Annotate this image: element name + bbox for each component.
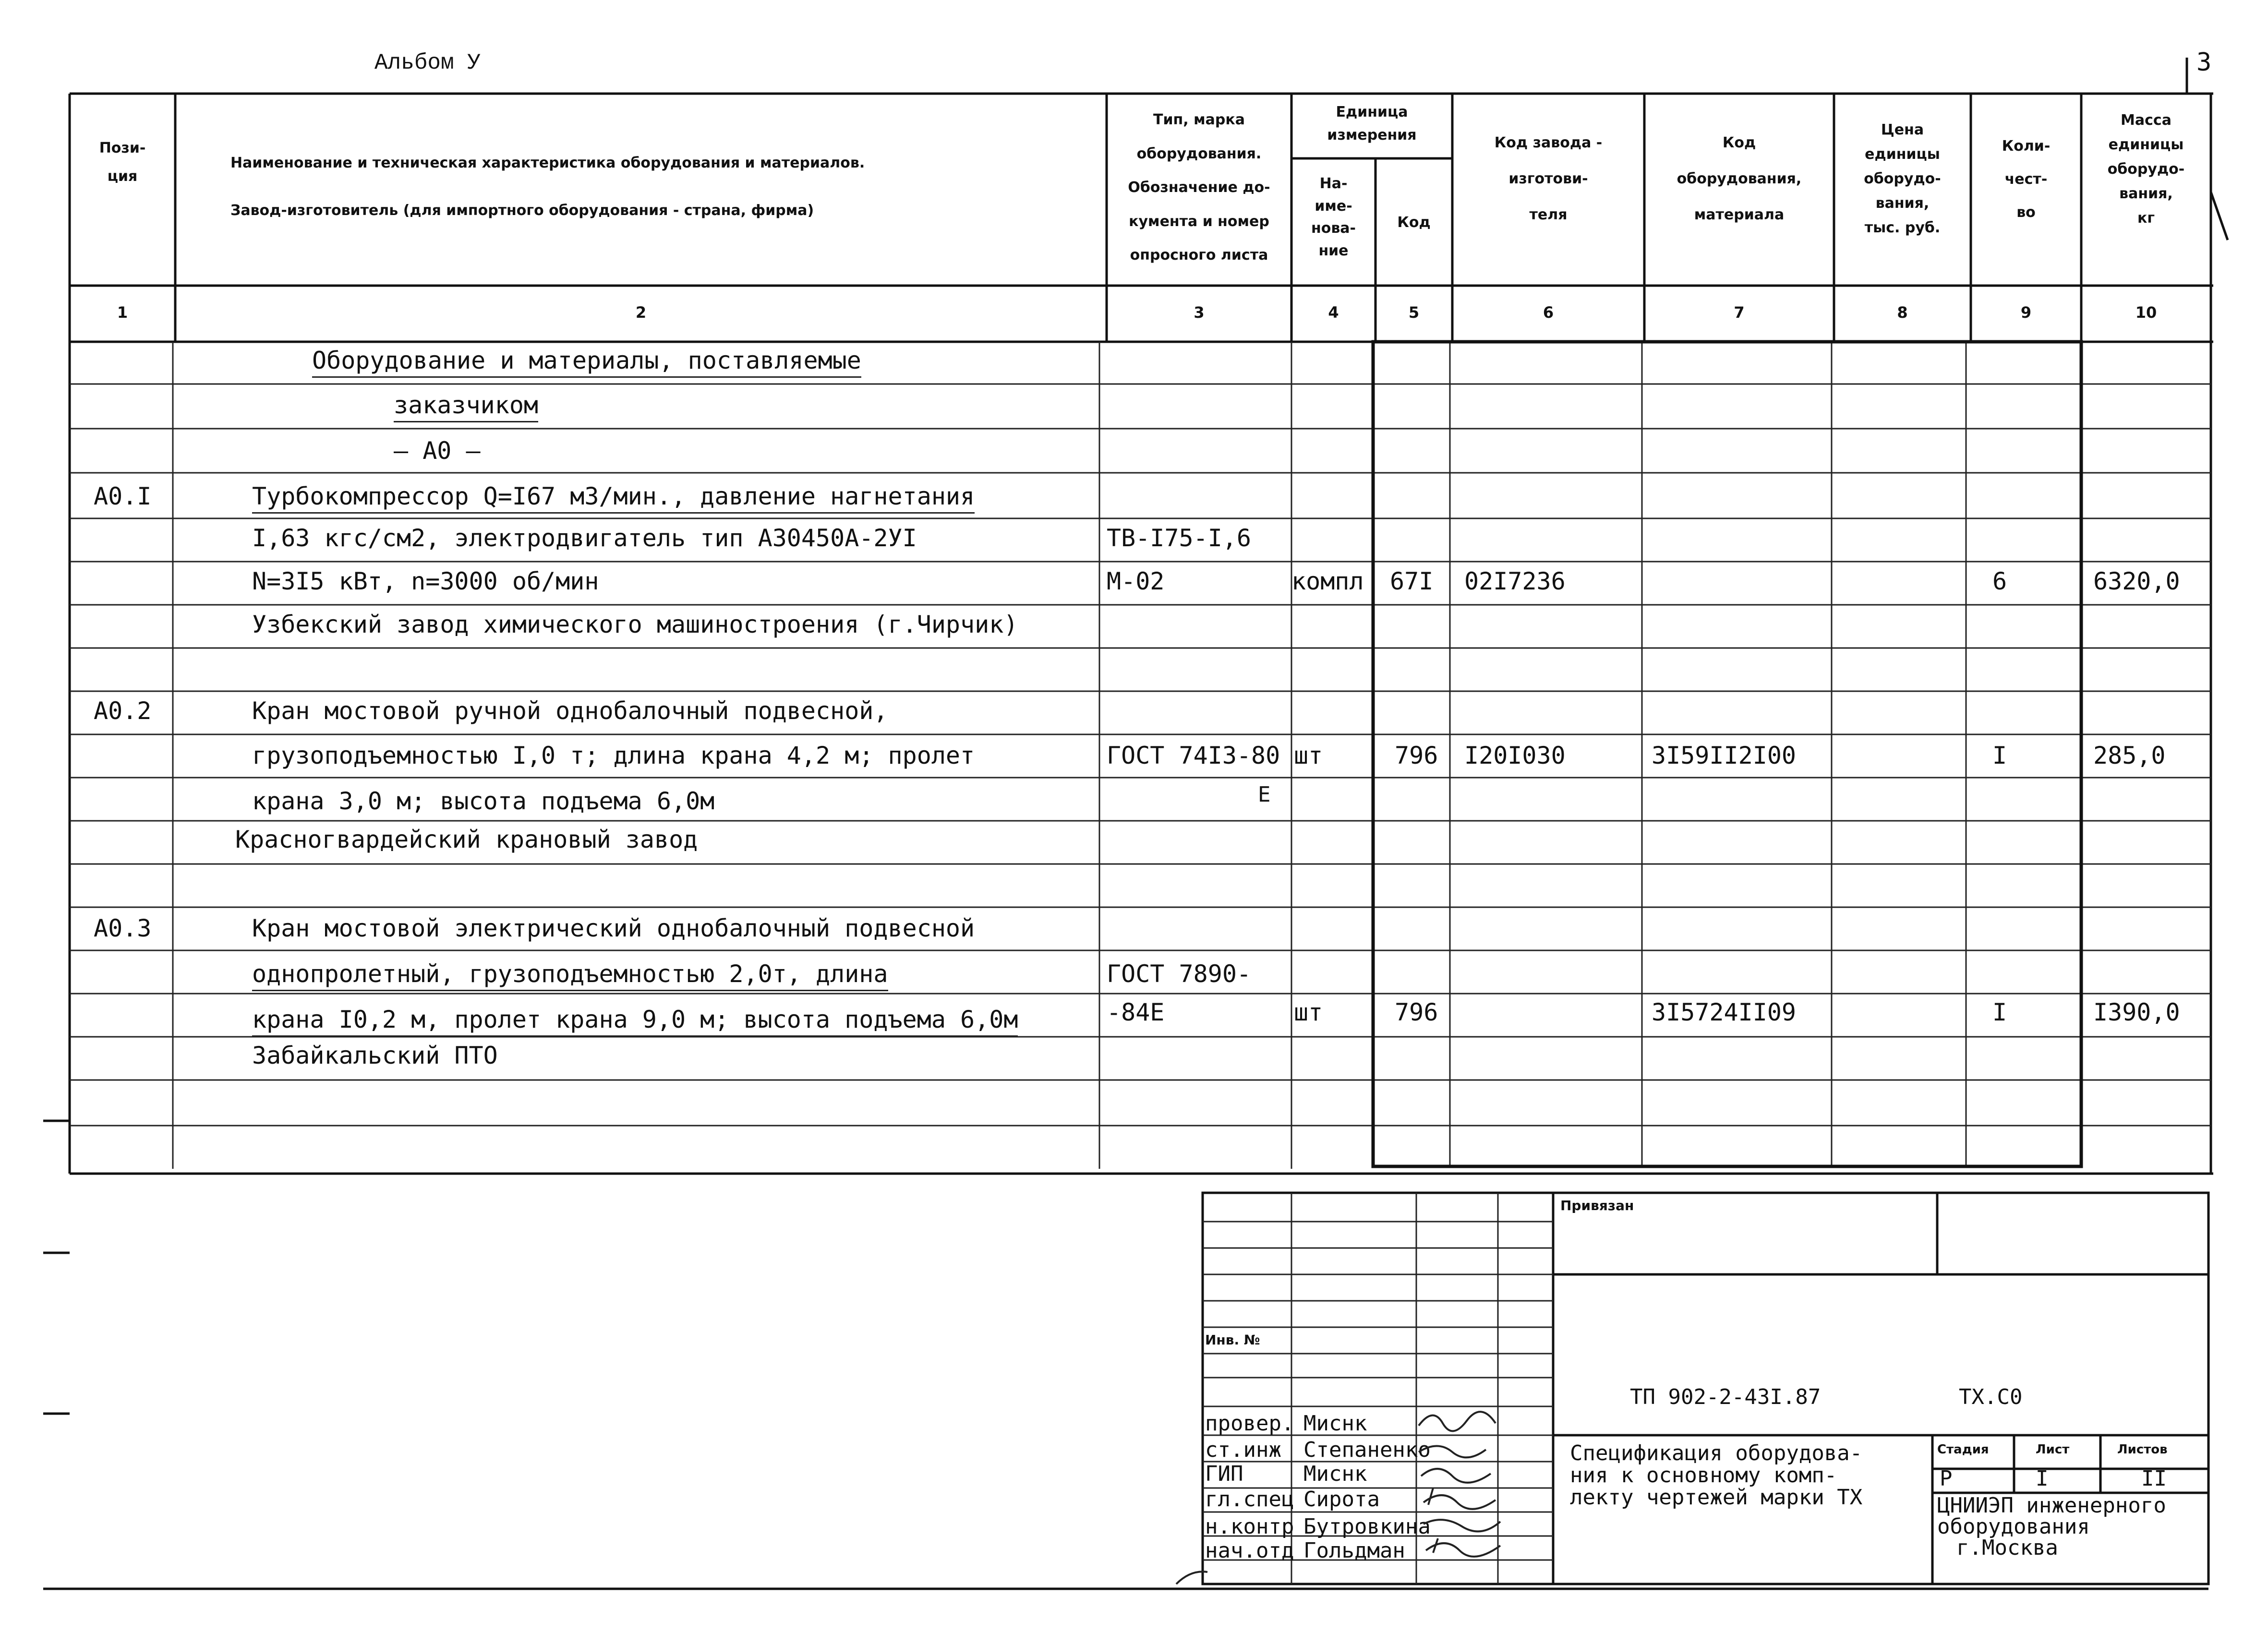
item-name: Забайкальский ПТО [252,1042,498,1069]
header-qty: Коли- чест- во [2002,138,2051,221]
mass-cell: 285,0 [2093,742,2166,769]
equip-code-cell: 3I5724II09 [1652,998,1797,1026]
header-unit-code: Код [1397,214,1431,231]
item-name: Красногвардейский крановый завод [235,826,698,853]
col-number: 5 [1408,303,1420,322]
item-name: Узбекский завод химического машиностроения (г.Чирчик) [252,611,1018,638]
sheets-value: II [2141,1466,2167,1491]
mass-cell: 6320,0 [2093,567,2180,595]
item-name: грузоподъемностью I,0 т; длина крана 4,2 м; пролет [252,742,975,769]
sheet-value: I [2036,1466,2049,1491]
header-maker-code: Код завода - изготови- теля [1494,134,1603,223]
signer-name: Сирота [1303,1487,1380,1512]
col-number: 6 [1543,303,1554,322]
organization: ЦНИИЭП инженерного оборудования г.Москва [1937,1493,2166,1560]
equip-code-cell: 3I59II2I00 [1652,742,1797,769]
signer-name: Гольдман [1303,1538,1405,1563]
maker-code-cell: I20I030 [1464,742,1566,769]
document-title: Спецификация оборудова- ния к основному комп- лекту чертежей марки ТХ [1570,1441,1863,1510]
type-cell: ТВ-I75-I,6 [1107,524,1252,552]
section-code: – А0 – [394,437,481,465]
col-number: 10 [2135,303,2157,322]
item-name: Турбокомпрессор Q=I67 м3/мин., давление нагнетания [252,482,975,514]
item-name: однопролетный, грузоподъемностью 2,0т, длина [252,960,888,991]
signer-name: Степаненко [1303,1438,1431,1462]
col-number: 2 [635,303,647,322]
maker-code-cell: 02I7236 [1464,567,1566,595]
document-mark: ТХ.С0 [1959,1385,2023,1409]
header-type: Тип, марка оборудования. Обозначение до- кумента и номер опросного листа [1128,111,1270,264]
item-name: крана I0,2 м, пролет крана 9,0 м; высота подъема 6,0м [252,1006,1018,1037]
signer-name: Миснк [1303,1462,1367,1486]
col-number: 8 [1897,303,1908,322]
unit-code-cell: 796 [1395,998,1438,1026]
qty-cell: I [1992,998,2007,1026]
item-name: Кран мостовой электрический однобалочный подвесной [252,914,975,942]
sheets-label: Листов [2117,1442,2168,1457]
item-name: Кран мостовой ручной однобалочный подвесной, [252,697,888,725]
sheet-corner-number: 3 [2196,48,2212,77]
section-subtitle: заказчиком [394,391,538,419]
section-title: Оборудование и материалы, поставляемые [312,347,861,374]
signer-name: Миснк [1303,1411,1367,1436]
type-cell: М-02 [1107,567,1165,595]
privyazan-label: Привязан [1560,1198,1634,1213]
header-mass: Масса единицы оборудо- вания, кг [2107,112,2185,227]
type-cell: -84Е [1107,998,1165,1026]
stage-label: Стадия [1937,1442,1989,1457]
unit-cell: шт [1294,998,1323,1026]
signature-marks [1414,1406,1510,1565]
col-number: 4 [1328,303,1339,322]
sheet-label: Лист [2036,1442,2070,1457]
document-code: ТП 902-2-43I.87 [1630,1385,1821,1409]
position-cell: А0.I [94,482,152,510]
mass-cell: I390,0 [2093,998,2180,1026]
header-name: Наименование и техническая характеристика оборудования и материалов. Завод-изготовитель (для импортного оборудования - страна, фирма) [230,155,865,219]
header-unit: Единица измерения [1327,104,1417,144]
header-unit-name: На- име- нова- ние [1311,175,1356,259]
unit-code-cell: 796 [1395,742,1438,769]
position-cell: А0.2 [94,697,152,725]
col-number: 1 [117,303,128,322]
col-number: 7 [1734,303,1745,322]
type-cell: Е [1258,782,1271,807]
signer-role: нач.отд [1205,1538,1294,1563]
item-name: крана 3,0 м; высота подъема 6,0м [252,787,715,815]
unit-code-cell: 67I [1390,567,1434,595]
unit-cell: шт [1294,742,1323,769]
signer-role: провер. [1205,1411,1294,1436]
inv-number-label: Инв. № [1205,1332,1260,1348]
type-cell: ГОСТ 74I3-80 [1107,742,1280,769]
signer-role: ст.инж [1205,1438,1281,1462]
header-equip-code: Код оборудования, материала [1677,134,1802,223]
header-position: Пози- ция [99,140,146,185]
stage-value: Р [1940,1466,1953,1491]
signer-name: Бутровкина [1303,1514,1431,1539]
col-number: 9 [2020,303,2032,322]
qty-cell: 6 [1992,567,2007,595]
type-cell: ГОСТ 7890- [1107,960,1252,988]
item-name: I,63 кгс/см2, электродвигатель тип А30450А-2УI [252,524,917,552]
signer-role: ГИП [1205,1462,1243,1486]
qty-cell: I [1992,742,2007,769]
item-name: N=3I5 кВт, n=3000 об/мин [252,567,599,595]
header-price: Цена единицы оборудо- вания, тыс. руб. [1864,121,1941,236]
position-cell: А0.3 [94,914,152,942]
signer-role: гл.спец [1205,1487,1294,1512]
album-label: Альбом У [374,50,481,75]
col-number: 3 [1194,303,1205,322]
signer-role: н.контр [1205,1514,1294,1539]
unit-cell: компл [1291,567,1364,595]
